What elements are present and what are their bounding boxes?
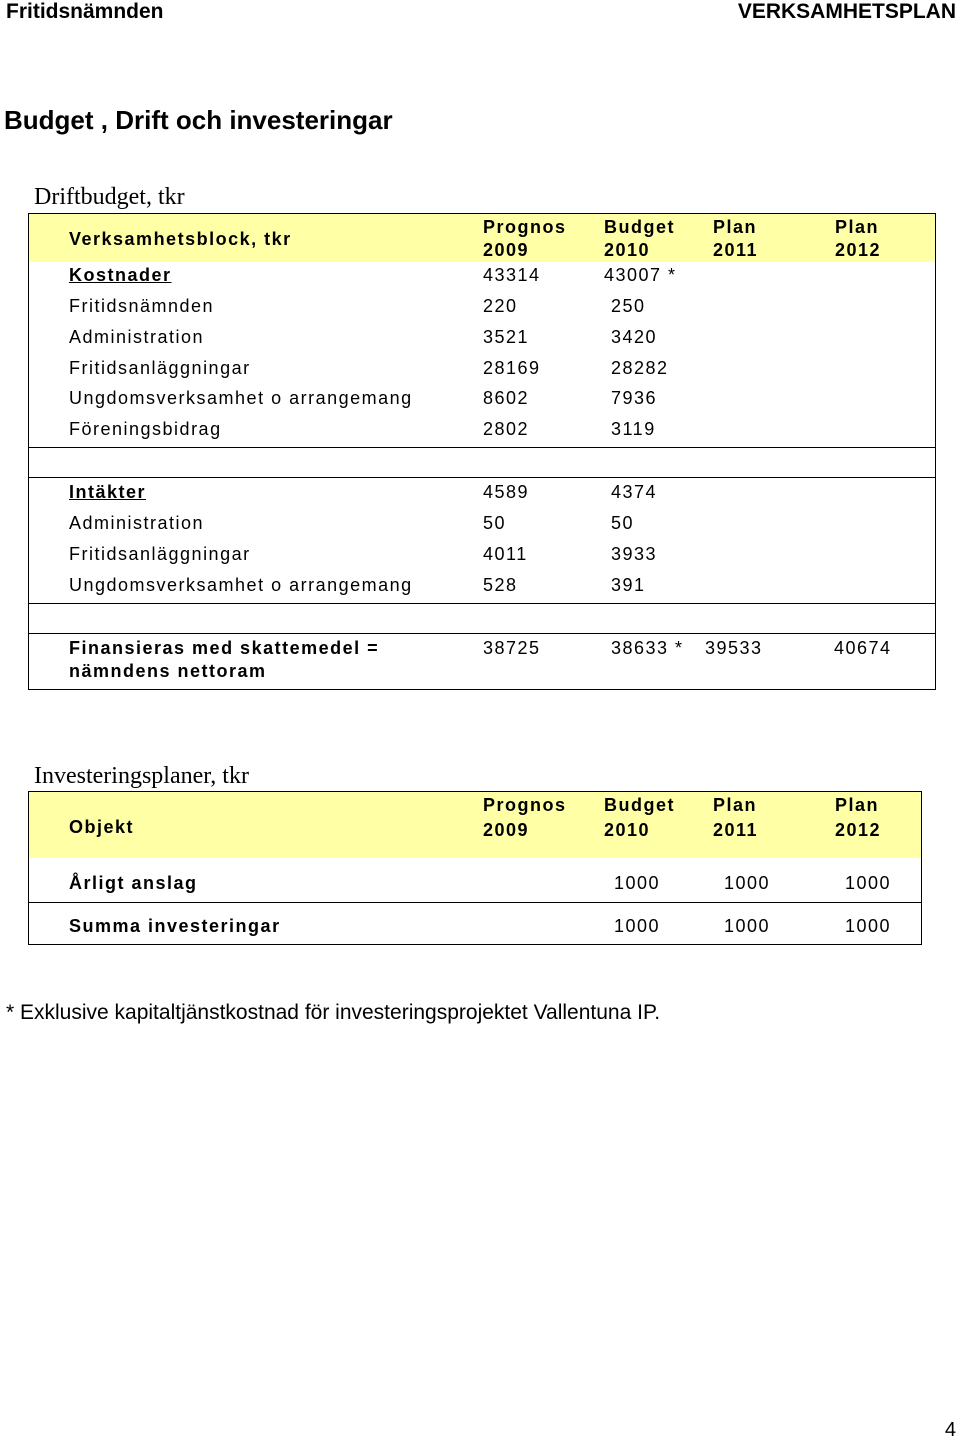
row-summa-investeringar-plan-2012: 1000 bbox=[845, 916, 892, 936]
row-fritidsnamnden-prognos: 220 bbox=[483, 296, 518, 316]
row-intakt-ungdomsverksamhet-label: Ungdomsverksamhet o arrangemang bbox=[69, 575, 413, 595]
driftbudget-title: Driftbudget, tkr bbox=[34, 184, 185, 210]
row-arligt-anslag-plan-2011: 1000 bbox=[724, 873, 771, 893]
row-intakt-administration-budget: 50 bbox=[611, 513, 635, 533]
row-fritidsanlaggningar-prognos: 28169 bbox=[483, 358, 541, 378]
column-header-objekt: Objekt bbox=[69, 817, 135, 837]
row-kostnader-label: Kostnader bbox=[69, 265, 172, 285]
row-intakt-ungdomsverksamhet-prognos: 528 bbox=[483, 575, 518, 595]
divider bbox=[29, 633, 935, 634]
divider bbox=[29, 603, 935, 604]
row-intakt-fritidsanlaggningar-budget: 3933 bbox=[611, 544, 658, 564]
row-fritidsanlaggningar-budget: 28282 bbox=[611, 358, 669, 378]
column-header-prognos: Prognos bbox=[483, 217, 567, 237]
column-header-budget: Budget bbox=[604, 795, 675, 815]
column-header-prognos-year: 2009 bbox=[483, 240, 530, 260]
row-arligt-anslag-label: Årligt anslag bbox=[69, 873, 198, 893]
row-netto-plan-2011: 39533 bbox=[705, 638, 763, 658]
row-intakter-budget: 4374 bbox=[611, 482, 658, 502]
page-header-left: Fritidsnämnden bbox=[6, 0, 164, 23]
document-title: Budget , Drift och investeringar bbox=[4, 105, 393, 135]
column-header-plan-2011-year: 2011 bbox=[713, 820, 759, 840]
row-intakter-label: Intäkter bbox=[69, 482, 147, 502]
row-administration-label: Administration bbox=[69, 327, 205, 347]
row-summa-investeringar-budget: 1000 bbox=[614, 916, 661, 936]
row-ungdomsverksamhet-label: Ungdomsverksamhet o arrangemang bbox=[69, 388, 413, 408]
row-netto-prognos: 38725 bbox=[483, 638, 541, 658]
page-number: 4 bbox=[944, 1419, 956, 1441]
row-kostnader-prognos: 43314 bbox=[483, 265, 541, 285]
row-intakter-prognos: 4589 bbox=[483, 482, 530, 502]
row-summa-investeringar-plan-2011: 1000 bbox=[724, 916, 771, 936]
column-header-budget: Budget bbox=[604, 217, 675, 237]
row-ungdomsverksamhet-prognos: 8602 bbox=[483, 388, 530, 408]
divider bbox=[29, 447, 935, 448]
footnote: * Exklusive kapitaltjänstkostnad för investeringsprojektet Vallentuna IP. bbox=[6, 1001, 661, 1024]
row-fritidsanlaggningar-label: Fritidsanläggningar bbox=[69, 358, 251, 378]
row-kostnader-budget: 43007 * bbox=[604, 265, 677, 285]
column-header-plan-2011: Plan bbox=[713, 217, 758, 237]
column-header-budget-year: 2010 bbox=[604, 240, 651, 260]
column-header-prognos: Prognos bbox=[483, 795, 567, 815]
column-header-plan-2012-year: 2012 bbox=[835, 820, 882, 840]
row-foreningsbidrag-prognos: 2802 bbox=[483, 419, 530, 439]
column-header-plan-2012: Plan bbox=[835, 795, 880, 815]
row-intakt-administration-prognos: 50 bbox=[483, 513, 507, 533]
row-foreningsbidrag-label: Föreningsbidrag bbox=[69, 419, 222, 439]
row-netto-label-line1: Finansieras med skattemedel = bbox=[69, 638, 380, 658]
column-header-budget-year: 2010 bbox=[604, 820, 651, 840]
divider bbox=[29, 477, 935, 478]
row-fritidsnamnden-label: Fritidsnämnden bbox=[69, 296, 215, 316]
row-administration-prognos: 3521 bbox=[483, 327, 530, 347]
row-administration-budget: 3420 bbox=[611, 327, 658, 347]
row-ungdomsverksamhet-budget: 7936 bbox=[611, 388, 658, 408]
column-header-plan-2012: Plan bbox=[835, 217, 880, 237]
column-header-verksamhetsblock: Verksamhetsblock, tkr bbox=[69, 229, 292, 249]
column-header-plan-2011: Plan bbox=[713, 795, 758, 815]
row-netto-budget: 38633 * bbox=[611, 638, 684, 658]
row-arligt-anslag-budget: 1000 bbox=[614, 873, 661, 893]
column-header-plan-2012-year: 2012 bbox=[835, 240, 882, 260]
divider bbox=[29, 902, 921, 903]
row-intakt-administration-label: Administration bbox=[69, 513, 205, 533]
page-header-right: VERKSAMHETSPLAN bbox=[737, 0, 956, 23]
row-intakt-ungdomsverksamhet-budget: 391 bbox=[611, 575, 646, 595]
driftbudget-table bbox=[28, 213, 936, 690]
row-intakt-fritidsanlaggningar-prognos: 4011 bbox=[483, 544, 528, 564]
investeringsplaner-title: Investeringsplaner, tkr bbox=[34, 763, 249, 789]
column-header-plan-2011-year: 2011 bbox=[713, 240, 759, 260]
row-fritidsnamnden-budget: 250 bbox=[611, 296, 646, 316]
column-header-prognos-year: 2009 bbox=[483, 820, 530, 840]
row-netto-plan-2012: 40674 bbox=[834, 638, 892, 658]
row-intakt-fritidsanlaggningar-label: Fritidsanläggningar bbox=[69, 544, 251, 564]
investeringar-header-band bbox=[29, 792, 921, 858]
investeringar-table bbox=[28, 791, 922, 945]
row-summa-investeringar-label: Summa investeringar bbox=[69, 916, 281, 936]
row-foreningsbidrag-budget: 3119 bbox=[611, 419, 656, 439]
row-netto-label-line2: nämndens nettoram bbox=[69, 661, 267, 681]
row-arligt-anslag-plan-2012: 1000 bbox=[845, 873, 892, 893]
